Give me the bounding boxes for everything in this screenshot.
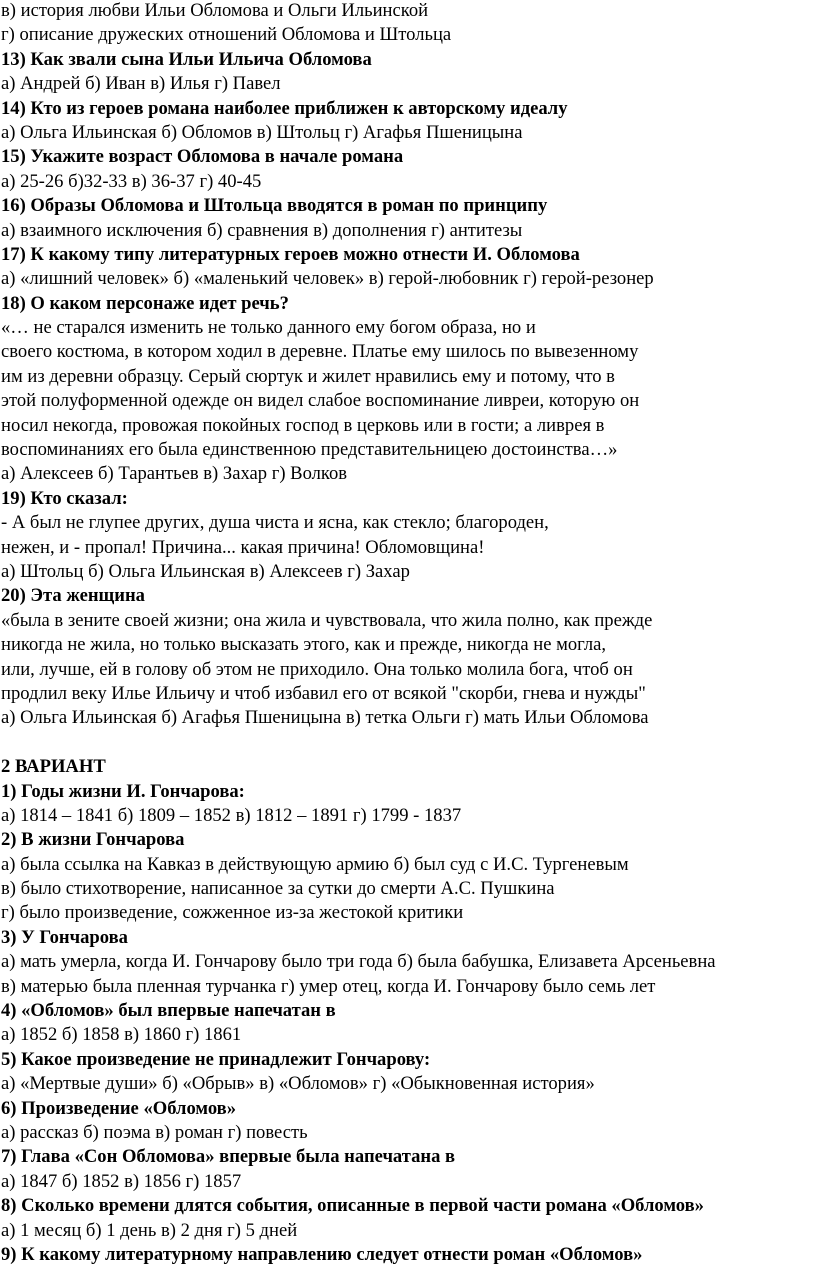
answer-text-line: а) рассказ б) поэма в) роман г) повесть [1,1121,308,1143]
answer-text-line: в) история любви Ильи Обломова и Ольги Ильинской [1,0,429,21]
answer-text-line: продлил веку Илье Ильичу и чтоб избавил его от всякой "скорби, гнева и нужды" [1,682,646,704]
answer-text-line: никогда не жила, но только высказать этого, как и прежде, никогда не могла, [1,634,607,656]
answer-text-line: а) Алексеев б) Тарантьев в) Захар г) Волков [1,463,348,485]
question-line: 8) Сколько времени длятся события, описанные в первой части романа «Обломов» [1,1195,704,1217]
answer-text-line: г) было произведение, сожженное из-за жестокой критики [1,902,464,924]
answer-text-line: а) Штольц б) Ольга Ильинская в) Алексеев г) Захар [1,560,410,582]
question-line: 9) К какому литературному направлению следует отнести роман «Обломов» [1,1243,643,1265]
answer-text-line: а) была ссылка на Кавказ в действующую армию б) был суд с И.С. Тургеневым [1,853,629,875]
answer-text-line: а) 1847 б) 1852 в) 1856 г) 1857 [1,1170,242,1192]
answer-text-line: воспоминаниях его была единственною представительницею достоинства…» [1,439,618,461]
answer-text-line: им из деревни образцу. Серый сюртук и жилет нравились ему и потому, что в [1,365,615,387]
answer-text-line: или, лучше, ей в голову об этом не приходило. Она только молила бога, чтоб он [1,658,633,680]
answer-text-line: а) 1852 б) 1858 в) 1860 г) 1861 [1,1024,242,1046]
answer-text-line: «была в зените своей жизни; она жила и чувствовала, что жила полно, как прежде [1,609,653,631]
answer-text-line: а) Ольга Ильинская б) Обломов в) Штольц г) Агафья Пшеницына [1,121,523,143]
answer-text-line: в) было стихотворение, написанное за сутки до смерти А.С. Пушкина [1,878,555,900]
answer-text-line: носил некогда, провожая покойных господ в церковь или в гости; а ливрея в [1,414,605,436]
question-line: 4) «Обломов» был впервые напечатан в [1,1000,336,1022]
question-line: 15) Укажите возраст Обломова в начале романа [1,146,404,168]
question-line: 17) К какому типу литературных героев можно отнести И. Обломова [1,243,580,265]
question-line: 16) Образы Обломова и Штольца вводятся в роман по принципу [1,195,548,217]
answer-text-line: а) 25-26 б)32-33 в) 36-37 г) 40-45 [1,170,262,192]
answer-text-line: а) мать умерла, когда И. Гончарову было три года б) была бабушка, Елизавета Арсеньевна [1,951,716,973]
question-line: 5) Какое произведение не принадлежит Гончарову: [1,1048,431,1070]
answer-text-line: а) взаимного исключения б) сравнения в) дополнения г) антитезы [1,219,523,241]
answer-text-line: - А был не глупее других, душа чиста и ясна, как стекло; благороден, [1,512,549,534]
question-line: 2 ВАРИАНТ [1,756,106,778]
answer-text-line: «… не старался изменить не только данного ему богом образа, но и [1,317,536,339]
question-line: 18) О каком персонаже идет речь? [1,292,289,314]
answer-text-line: а) Андрей б) Иван в) Илья г) Павел [1,73,281,95]
question-line: 6) Произведение «Обломов» [1,1097,237,1119]
answer-text-line: а) «Мертвые души» б) «Обрыв» в) «Обломов» г) «Обыкновенная история» [1,1073,595,1095]
answer-text-line: этой полуформенной одежде он видел слабое воспоминание ливреи, которую он [1,390,640,412]
question-line: 1) Годы жизни И. Гончарова: [1,780,245,802]
blank-line [0,731,816,755]
answer-text-line: в) матерью была пленная турчанка г) умер отец, когда И. Гончарову было семь лет [1,975,656,997]
answer-text-line: а) «лишний человек» б) «маленький человек» в) герой-любовник г) герой-резонер [1,268,654,290]
answer-text-line: а) Ольга Ильинская б) Агафья Пшеницына в) тетка Ольги г) мать Ильи Обломова [1,707,649,729]
answer-text-line: нежен, и - пропал! Причина... какая причина! Обломовщина! [1,536,485,558]
question-line: 20) Эта женщина [1,585,145,607]
question-line: 14) Кто из героев романа наиболее приближен к авторскому идеалу [1,97,568,119]
question-line: 3) У Гончарова [1,926,128,948]
answer-text-line: а) 1 месяц б) 1 день в) 2 дня г) 5 дней [1,1219,298,1241]
question-line: 7) Глава «Сон Обломова» впервые была напечатана в [1,1146,456,1168]
answer-text-line: г) описание дружеских отношений Обломова и Штольца [1,24,452,46]
answer-text-line: а) 1814 – 1841 б) 1809 – 1852 в) 1812 – 1891 г) 1799 - 1837 [1,804,462,826]
question-line: 19) Кто сказал: [1,487,128,509]
question-line: 2) В жизни Гончарова [1,829,185,851]
answer-text-line: своего костюма, в котором ходил в деревне. Платье ему шилось по вывезенному [1,341,639,363]
question-line: 13) Как звали сына Ильи Ильича Обломова [1,48,372,70]
